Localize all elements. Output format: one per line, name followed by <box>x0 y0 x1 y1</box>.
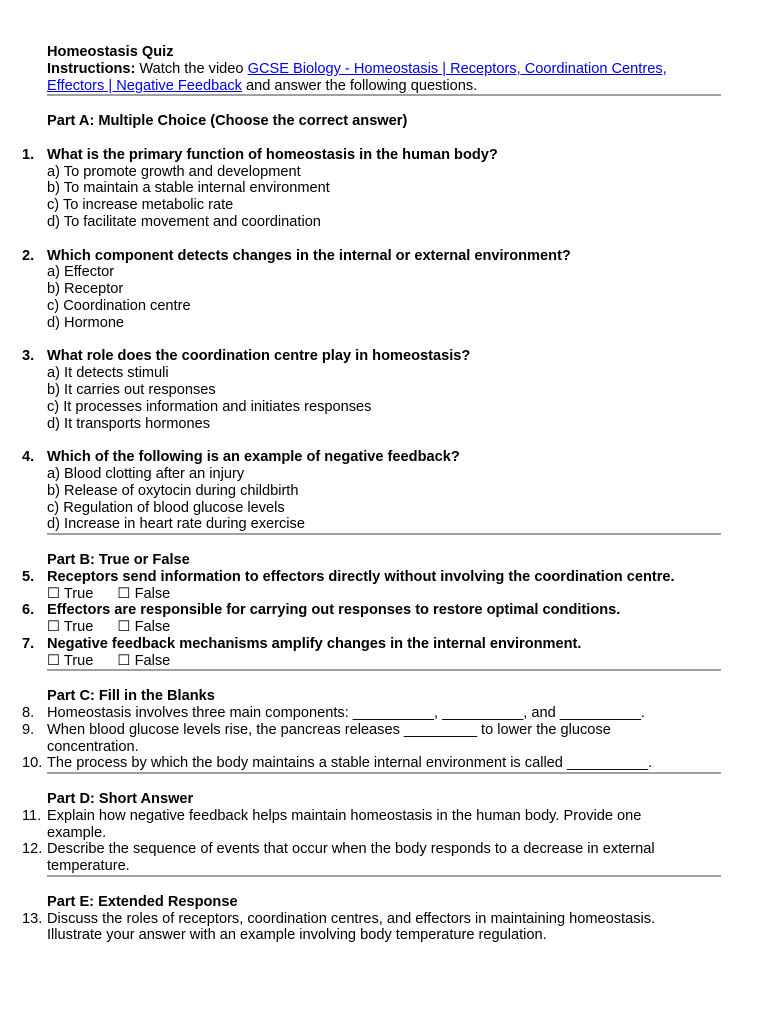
option-b: b) Release of oxytocin during childbirth <box>47 482 299 499</box>
checkbox-icon[interactable]: ☐ <box>47 652 61 669</box>
question-number: 10. <box>22 755 43 772</box>
question-6 <box>0 602 768 636</box>
part-c-heading: Part C: Fill in the Blanks <box>47 688 215 705</box>
option-d: d) Increase in heart rate during exercise <box>47 516 305 533</box>
question-text: Describe the sequence of events that occur when the body responds to a decrease in external <box>47 841 655 858</box>
false-option[interactable] <box>117 586 170 603</box>
question-text: Which component detects changes in the internal or external environment? <box>47 247 571 264</box>
question-text: The process by which the body maintains a stable internal environment is called __________. <box>47 755 653 772</box>
true-label: True <box>63 619 94 636</box>
question-number: 3. <box>22 348 35 365</box>
option-c: c) It processes information and initiates responses <box>47 398 372 415</box>
option-b: b) To maintain a stable internal environment <box>47 180 330 197</box>
true-option[interactable] <box>47 653 93 670</box>
question-number: 9. <box>22 721 35 738</box>
checkbox-icon[interactable]: ☐ <box>47 619 61 636</box>
question-text: Explain how negative feedback helps maintain homeostasis in the human body. Provide one <box>47 807 642 824</box>
part-d-heading: Part D: Short Answer <box>47 791 194 808</box>
false-label: False <box>134 585 171 602</box>
question-7 <box>0 636 768 670</box>
part-a-heading: Part A: Multiple Choice (Choose the correct answer) <box>47 113 408 130</box>
part-b-heading: Part B: True or False <box>47 551 190 568</box>
question-text: What role does the coordination centre play in homeostasis? <box>47 348 471 365</box>
question-text: Negative feedback mechanisms amplify changes in the internal environment. <box>47 635 582 652</box>
instructions-pre: Watch the video <box>135 60 248 77</box>
question-10 <box>0 755 768 772</box>
question-number: 6. <box>22 602 35 619</box>
false-label: False <box>134 652 171 669</box>
question-text: Discuss the roles of receptors, coordination centres, and effectors in maintaining homeostasis. <box>47 910 656 927</box>
quiz-document <box>0 44 768 944</box>
question-11 <box>0 808 768 842</box>
option-a: a) Effector <box>47 264 115 281</box>
question-text: Which of the following is an example of negative feedback? <box>47 449 460 466</box>
option-a: a) To promote growth and development <box>47 163 301 180</box>
instructions-line <box>0 61 768 78</box>
question-number: 11. <box>22 807 42 824</box>
question-number: 4. <box>22 449 35 466</box>
video-link-part1[interactable]: GCSE Biology - Homeostasis | Receptors, Coordination Centres, <box>247 60 667 77</box>
true-label: True <box>63 585 94 602</box>
question-text: Homeostasis involves three main components: __________, __________, and __________. <box>47 705 645 722</box>
page-title: Homeostasis Quiz <box>47 44 174 60</box>
question-text: Effectors are responsible for carrying out responses to restore optimal conditions. <box>47 602 621 619</box>
question-text: What is the primary function of homeostasis in the human body? <box>47 146 498 163</box>
question-text: When blood glucose levels rise, the pancreas releases _________ to lower the glucose <box>47 721 611 738</box>
option-b: b) It carries out responses <box>47 381 216 398</box>
question-8 <box>0 705 768 722</box>
video-link-part2[interactable]: Effectors | Negative Feedback <box>47 77 242 94</box>
false-label: False <box>134 619 171 636</box>
part-e-heading: Part E: Extended Response <box>47 893 238 910</box>
question-3 <box>0 348 768 432</box>
question-number: 2. <box>22 247 35 264</box>
checkbox-icon[interactable]: ☐ <box>117 619 131 636</box>
question-number: 1. <box>22 146 35 163</box>
question-number: 8. <box>22 705 35 722</box>
option-a: a) It detects stimuli <box>47 365 169 382</box>
instructions-label: Instructions: <box>47 60 136 77</box>
instructions-line-2 <box>0 78 768 95</box>
question-text-cont: example. <box>47 824 107 841</box>
question-number: 12. <box>22 841 43 858</box>
checkbox-icon[interactable]: ☐ <box>117 652 131 669</box>
option-b: b) Receptor <box>47 281 124 298</box>
question-2 <box>0 248 768 332</box>
question-13 <box>0 911 768 945</box>
false-option[interactable] <box>117 619 170 636</box>
checkbox-icon[interactable]: ☐ <box>47 585 61 602</box>
question-number: 13. <box>22 910 43 927</box>
option-c: c) Regulation of blood glucose levels <box>47 499 285 516</box>
question-number: 5. <box>22 568 35 585</box>
option-c: c) Coordination centre <box>47 297 191 314</box>
question-12 <box>0 841 768 875</box>
option-d: d) Hormone <box>47 314 125 331</box>
option-d: d) To facilitate movement and coordination <box>47 213 321 230</box>
question-text-cont: concentration. <box>47 738 139 755</box>
true-option[interactable] <box>47 619 93 636</box>
checkbox-icon[interactable]: ☐ <box>117 585 131 602</box>
true-label: True <box>63 652 94 669</box>
question-number: 7. <box>22 635 35 652</box>
question-4 <box>0 449 768 533</box>
true-option[interactable] <box>47 586 93 603</box>
question-9 <box>0 722 768 756</box>
question-text-cont: Illustrate your answer with an example involving body temperature regulation. <box>47 927 547 944</box>
question-text-cont: temperature. <box>47 858 130 875</box>
question-5 <box>0 569 768 603</box>
option-d: d) It transports hormones <box>47 415 211 432</box>
option-c: c) To increase metabolic rate <box>47 197 234 214</box>
question-1 <box>0 147 768 231</box>
false-option[interactable] <box>117 653 170 670</box>
option-a: a) Blood clotting after an injury <box>47 465 245 482</box>
instructions-post: and answer the following questions. <box>241 77 478 94</box>
question-text: Receptors send information to effectors directly without involving the coordination centre. <box>47 568 675 585</box>
